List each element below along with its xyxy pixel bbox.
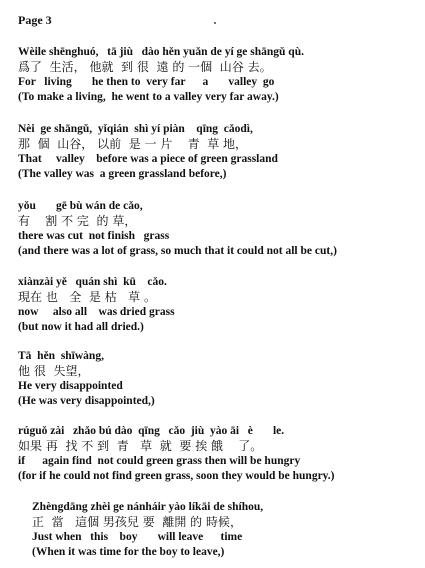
word-gloss-line: He very disappointed — [18, 380, 123, 392]
stanza-2 — [18, 122, 418, 182]
word-gloss-line: there was cut not finish grass — [18, 230, 170, 242]
pinyin-line: yǒu gē bù wán de cǎo, — [18, 200, 143, 212]
chinese-line: 正 當 這個 男孩兒 要 離開 的 時候， — [32, 515, 242, 529]
word-gloss-line: That valley before was a piece of green grassland — [18, 153, 278, 165]
translation-line: (for if he could not find green grass, soon they would be hungry.) — [18, 470, 335, 482]
translation-line: (but now it had all dried.) — [18, 321, 144, 333]
stanza-6 — [18, 424, 418, 484]
chinese-line: 有 割 不 完 的 草， — [18, 214, 137, 228]
word-gloss-line: For living he then to very far a valley go — [18, 76, 275, 88]
translation-line: (The valley was a green grassland before,) — [18, 168, 227, 180]
chinese-line: 爲了 生活， 他就 到 很 遠 的 一個 山谷 去。 — [18, 60, 272, 74]
translation-line: (He was very disappointed,) — [18, 395, 155, 407]
word-gloss-line: if again find not could green grass then will be hungry — [18, 455, 301, 467]
chinese-line: 那 個 山谷， 以前 是 一 片 青 草 地， — [18, 137, 248, 151]
pinyin-line: rúguǒ zài zhǎo bú dào qīng cǎo jiù yào āi è le. — [18, 425, 285, 437]
pinyin-line: Tā hěn shīwàng, — [18, 350, 104, 362]
word-gloss-line: now also all was dried grass — [18, 306, 175, 318]
word-gloss-line: Just when this boy will leave time — [32, 531, 243, 543]
translation-line: (When it was time for the boy to leave,) — [32, 546, 225, 558]
chinese-line: 他 很 失望， — [18, 364, 90, 378]
pinyin-line: Nèi ge shāngǔ, yǐqián shì yí piàn qīng cǎodì, — [18, 123, 253, 135]
stanza-4 — [18, 275, 418, 335]
paper-speck — [214, 22, 216, 24]
page-number: Page 3 — [18, 13, 52, 27]
stanza-3 — [18, 199, 418, 259]
stanza-1 — [18, 45, 418, 105]
translation-line: (To make a living, he went to a valley very far away.) — [18, 91, 279, 103]
translation-line: (and there was a lot of grass, so much that it could not all be cut,) — [18, 245, 337, 257]
stanza-5 — [18, 349, 418, 409]
chinese-line: 現在 也 全 是 枯 草 。 — [18, 290, 156, 304]
pinyin-line: Wèile shēnghuó, tā jiù dào hěn yuǎn de yí ge shāngǔ qù. — [18, 46, 304, 58]
chinese-line: 如果 再 找 不 到 青 草 就 要 挨 餓 了。 — [18, 439, 263, 453]
pinyin-line: xiànzài yě quán shì kū cǎo. — [18, 276, 167, 288]
pinyin-line: Zhèngdāng zhèi ge nánháir yào líkāi de shíhou, — [32, 501, 264, 513]
stanza-7 — [32, 500, 425, 560]
